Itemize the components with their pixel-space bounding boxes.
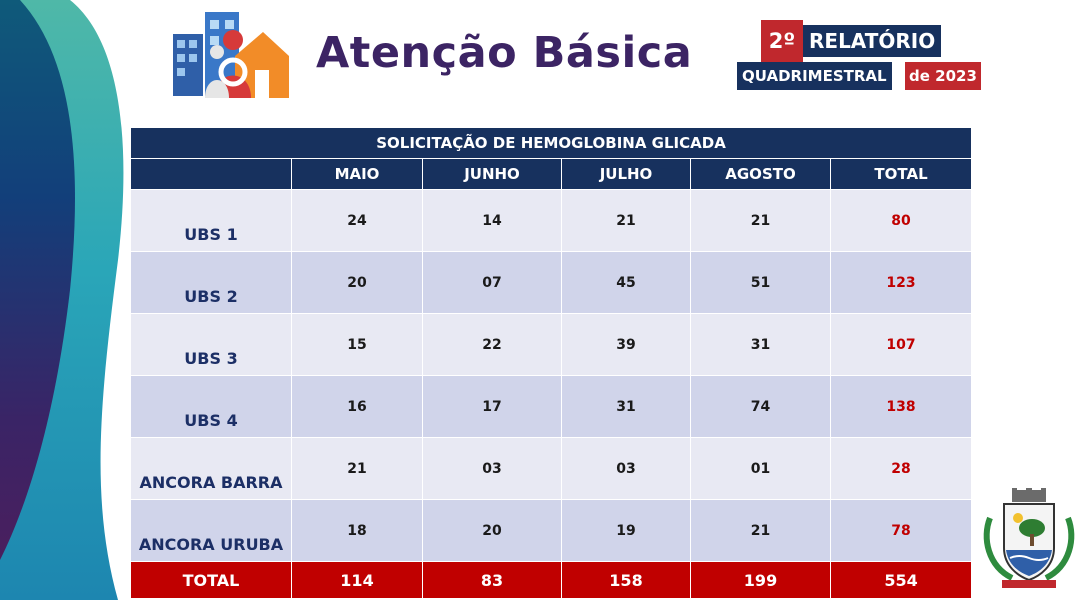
row-label: ANCORA URUBA	[131, 500, 292, 562]
table-cell: 03	[423, 438, 562, 500]
table-cell: 01	[691, 438, 831, 500]
badge-year: de 2023	[905, 62, 981, 90]
badge-number: 2º	[761, 20, 803, 62]
badge-title: RELATÓRIO	[803, 25, 941, 57]
table-cell: 19	[562, 500, 691, 562]
grand-total-row	[131, 562, 972, 599]
left-decorative-swoosh	[0, 0, 140, 600]
row-total: 107	[831, 314, 972, 376]
table-cell: 45	[562, 252, 691, 314]
table-cell: 31	[691, 314, 831, 376]
page-title: Atenção Básica	[316, 28, 693, 78]
table-cell: 21	[292, 438, 423, 500]
table-row	[131, 314, 972, 376]
row-total: 80	[831, 190, 972, 252]
column-header: TOTAL	[831, 159, 972, 190]
table-cell: 17	[423, 376, 562, 438]
column-header: MAIO	[292, 159, 423, 190]
report-badge	[737, 20, 982, 92]
table-cell: 07	[423, 252, 562, 314]
column-header: JULHO	[562, 159, 691, 190]
table-row	[131, 252, 972, 314]
table-title: SOLICITAÇÃO DE HEMOGLOBINA GLICADA	[131, 128, 972, 159]
row-label: UBS 3	[131, 314, 292, 376]
row-label: UBS 1	[131, 190, 292, 252]
row-label: UBS 4	[131, 376, 292, 438]
row-total: 28	[831, 438, 972, 500]
municipal-coat-of-arms-icon	[982, 488, 1076, 590]
table-row	[131, 500, 972, 562]
health-buildings-family-icon	[165, 6, 291, 102]
grand-total-cell: 83	[423, 562, 562, 599]
row-total: 78	[831, 500, 972, 562]
table-cell: 14	[423, 190, 562, 252]
table-cell: 51	[691, 252, 831, 314]
table-row	[131, 190, 972, 252]
column-header	[131, 159, 292, 190]
grand-total-cell: 199	[691, 562, 831, 599]
grand-total-value: 554	[831, 562, 972, 599]
table-cell: 24	[292, 190, 423, 252]
hemoglobin-requests-table	[130, 127, 972, 599]
table-cell: 21	[691, 190, 831, 252]
row-label: ANCORA BARRA	[131, 438, 292, 500]
row-label: UBS 2	[131, 252, 292, 314]
table-cell: 16	[292, 376, 423, 438]
row-total: 138	[831, 376, 972, 438]
table-row	[131, 376, 972, 438]
column-header: JUNHO	[423, 159, 562, 190]
grand-total-label: TOTAL	[131, 562, 292, 599]
badge-subtitle: QUADRIMESTRAL	[737, 62, 892, 90]
table-cell: 18	[292, 500, 423, 562]
row-total: 123	[831, 252, 972, 314]
grand-total-cell: 114	[292, 562, 423, 599]
table-cell: 21	[691, 500, 831, 562]
table-cell: 39	[562, 314, 691, 376]
table-cell: 21	[562, 190, 691, 252]
table-cell: 20	[423, 500, 562, 562]
grand-total-cell: 158	[562, 562, 691, 599]
table-cell: 20	[292, 252, 423, 314]
table-cell: 15	[292, 314, 423, 376]
table-cell: 03	[562, 438, 691, 500]
table-cell: 74	[691, 376, 831, 438]
table-cell: 31	[562, 376, 691, 438]
column-header: AGOSTO	[691, 159, 831, 190]
table-row	[131, 438, 972, 500]
table-cell: 22	[423, 314, 562, 376]
